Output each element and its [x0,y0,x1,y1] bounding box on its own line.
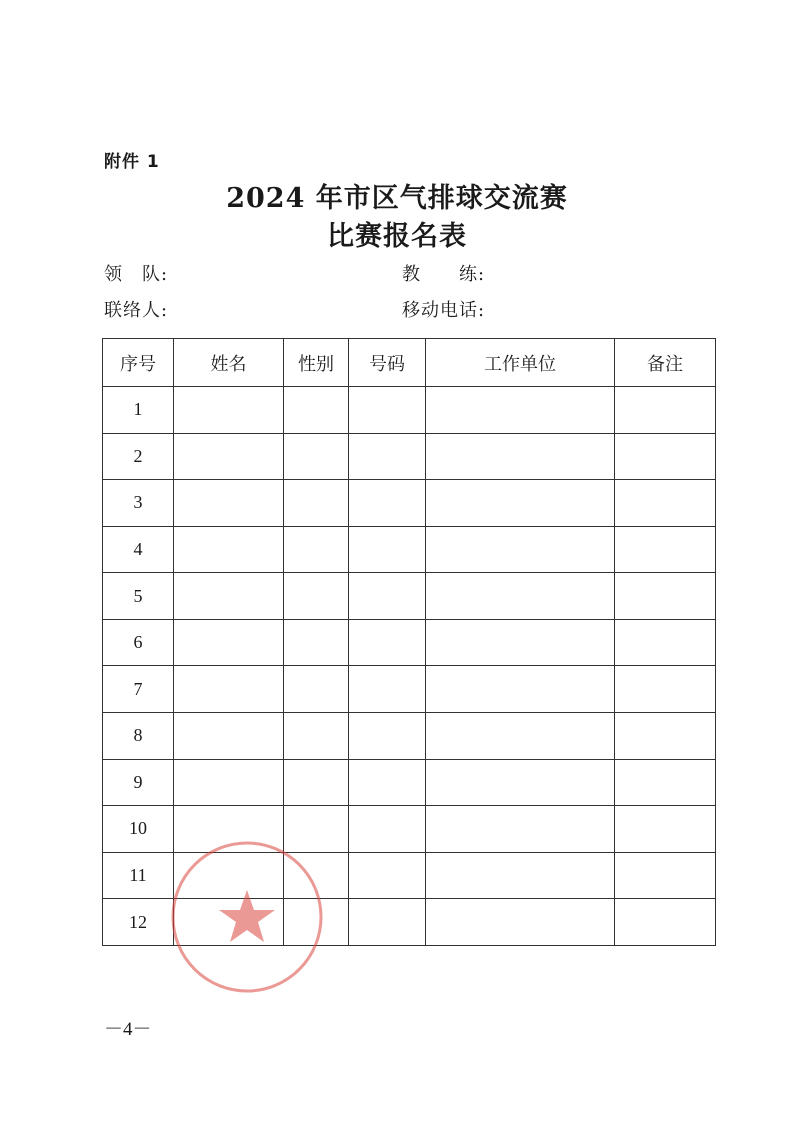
cell-index: 7 [103,666,174,713]
table-row [103,480,716,527]
leader-field [104,260,295,286]
mobile-field [402,296,612,322]
leader-label: 领 队: [104,264,169,285]
page-number: －4－ [104,1019,152,1040]
cell-name[interactable] [174,759,284,806]
cell-index: 3 [103,480,174,527]
cell-name[interactable] [174,433,284,480]
cell-remarks[interactable] [615,573,716,620]
cell-name[interactable] [174,713,284,760]
cell-index: 6 [103,619,174,666]
cell-index: 10 [103,806,174,853]
cell-name[interactable] [174,526,284,573]
page-subtitle: 比赛报名表 [327,221,467,252]
cell-index: 9 [103,759,174,806]
cell-remarks[interactable] [615,759,716,806]
table-header-row [103,339,716,387]
column-header-name: 姓名 [174,339,284,387]
official-seal [168,838,326,996]
coach-label: 教 练: [402,264,486,285]
table-row [103,387,716,434]
cell-workplace[interactable] [426,666,615,713]
table-row [103,433,716,480]
cell-gender[interactable] [284,573,349,620]
cell-gender[interactable] [284,526,349,573]
cell-remarks[interactable] [615,526,716,573]
cell-workplace[interactable] [426,899,615,946]
cell-workplace[interactable] [426,619,615,666]
cell-gender[interactable] [284,713,349,760]
cell-workplace[interactable] [426,852,615,899]
star-icon [219,890,275,942]
cell-number[interactable] [349,713,426,760]
table-row [103,573,716,620]
cell-index: 2 [103,433,174,480]
coach-field [402,260,612,286]
cell-workplace[interactable] [426,433,615,480]
column-header-workplace: 工作单位 [426,339,615,387]
table-row [103,619,716,666]
cell-number[interactable] [349,806,426,853]
cell-number[interactable] [349,666,426,713]
column-header-gender: 性别 [284,339,349,387]
cell-number[interactable] [349,573,426,620]
cell-remarks[interactable] [615,619,716,666]
column-header-remarks: 备注 [615,339,716,387]
cell-name[interactable] [174,666,284,713]
cell-name[interactable] [174,480,284,527]
cell-workplace[interactable] [426,526,615,573]
cell-workplace[interactable] [426,759,615,806]
attachment-label: 附件 1 [104,152,160,172]
cell-number[interactable] [349,387,426,434]
cell-remarks[interactable] [615,852,716,899]
table-row [103,713,716,760]
cell-remarks[interactable] [615,713,716,760]
table-row [103,526,716,573]
mobile-label: 移动电话: [402,300,486,321]
cell-index: 1 [103,387,174,434]
cell-name[interactable] [174,619,284,666]
cell-name[interactable] [174,573,284,620]
cell-workplace[interactable] [426,480,615,527]
cell-number[interactable] [349,852,426,899]
cell-gender[interactable] [284,759,349,806]
cell-number[interactable] [349,619,426,666]
cell-index: 12 [103,899,174,946]
cell-index: 8 [103,713,174,760]
cell-index: 4 [103,526,174,573]
cell-gender[interactable] [284,433,349,480]
table-row [103,666,716,713]
cell-gender[interactable] [284,619,349,666]
cell-workplace[interactable] [426,573,615,620]
cell-gender[interactable] [284,666,349,713]
cell-workplace[interactable] [426,806,615,853]
cell-index: 5 [103,573,174,620]
cell-number[interactable] [349,526,426,573]
page-title: 2024 年市区气排球交流赛 [226,183,568,214]
cell-remarks[interactable] [615,899,716,946]
column-header-number: 号码 [349,339,426,387]
column-header-index: 序号 [103,339,174,387]
cell-workplace[interactable] [426,387,615,434]
cell-number[interactable] [349,759,426,806]
cell-number[interactable] [349,480,426,527]
cell-index: 11 [103,852,174,899]
cell-number[interactable] [349,899,426,946]
cell-remarks[interactable] [615,480,716,527]
cell-remarks[interactable] [615,387,716,434]
cell-gender[interactable] [284,387,349,434]
table-row [103,759,716,806]
cell-remarks[interactable] [615,433,716,480]
cell-workplace[interactable] [426,713,615,760]
cell-remarks[interactable] [615,806,716,853]
contact-label: 联络人: [104,300,169,321]
cell-gender[interactable] [284,480,349,527]
cell-remarks[interactable] [615,666,716,713]
contact-field [104,296,295,322]
cell-number[interactable] [349,433,426,480]
cell-name[interactable] [174,387,284,434]
